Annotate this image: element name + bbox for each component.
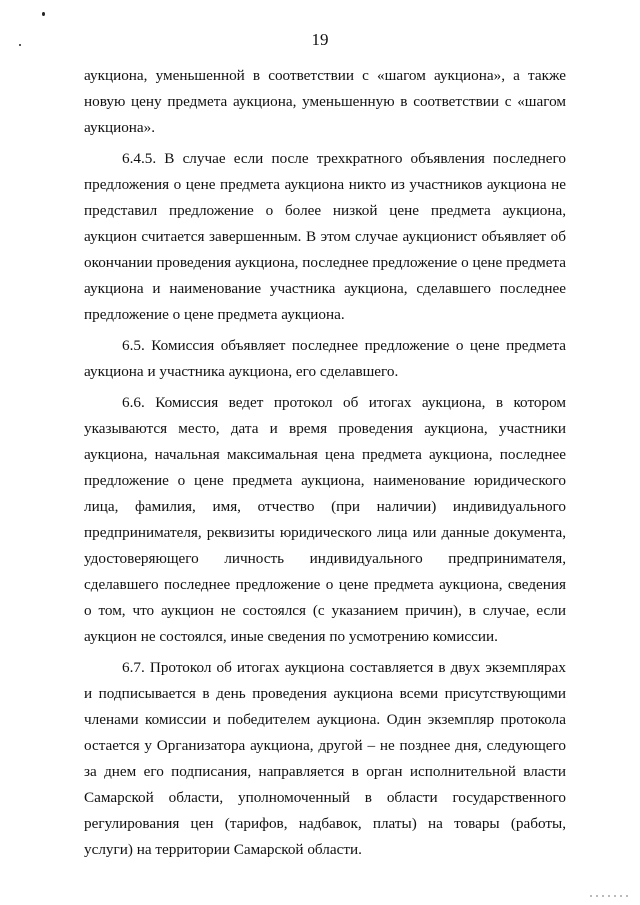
document-body <box>84 63 566 863</box>
paragraph-6-7: 6.7. Протокол об итогах аукциона составляется в двух экземплярах и подписывается в день проведения аукциона всеми присутствующими членами комиссии и победителем аукциона. Один экземпляр протокола остается у Организатора аукциона, другой – не позднее дня, следующего за днем его подписания, направляется в орган исполнительной власти Самарской области, уполномоченный в области государственного регулирования цен (тарифов, надбавок, платы) на товары (работы, услуги) на территории Самарской области. <box>84 659 566 858</box>
paragraph-6-5: 6.5. Комиссия объявляет последнее предложение о цене предмета аукциона и участника аукциона, его сделавшего. <box>84 337 566 380</box>
paragraph-6-4-5: 6.4.5. В случае если после трехкратного объявления последнего предложения о цене предмета аукциона никто из участников аукциона не представил предложение о более низкой цене предмета аукциона, аукцион считается завершенным. В этом случае аукционист объявляет об окончании проведения аукциона, последнее предложение о цене предмета аукциона и наименование участника аукциона, сделавшего последнее предложение о цене предмета аукциона. <box>84 150 566 323</box>
paragraph-continuation: аукциона, уменьшенной в соответствии с «шагом аукциона», а также новую цену предмета аукциона, уменьшенную в соответствии с «шагом аукциона». <box>84 67 566 136</box>
scan-speck <box>42 12 45 16</box>
paragraph-6-6: 6.6. Комиссия ведет протокол об итогах аукциона, в котором указываются место, дата и время проведения аукциона, участники аукциона, начальная максимальная цена предмета аукциона, последнее предложение о цене предмета аукциона, наименование юридического лица, фамилия, имя, отчество (при наличии) индивидуального предпринимателя, реквизиты юридического лица или данные документа, удостоверяющего личность индивидуального предпринимателя, сделавшего последнее предложение о цене предмета аукциона, сведения о том, что аукцион не состоялся (с указанием причин), в случае, если аукцион не состоялся, иные сведения по усмотрению комиссии. <box>84 394 566 645</box>
scan-edge-marks <box>590 895 632 897</box>
page-number: 19 <box>311 30 329 49</box>
